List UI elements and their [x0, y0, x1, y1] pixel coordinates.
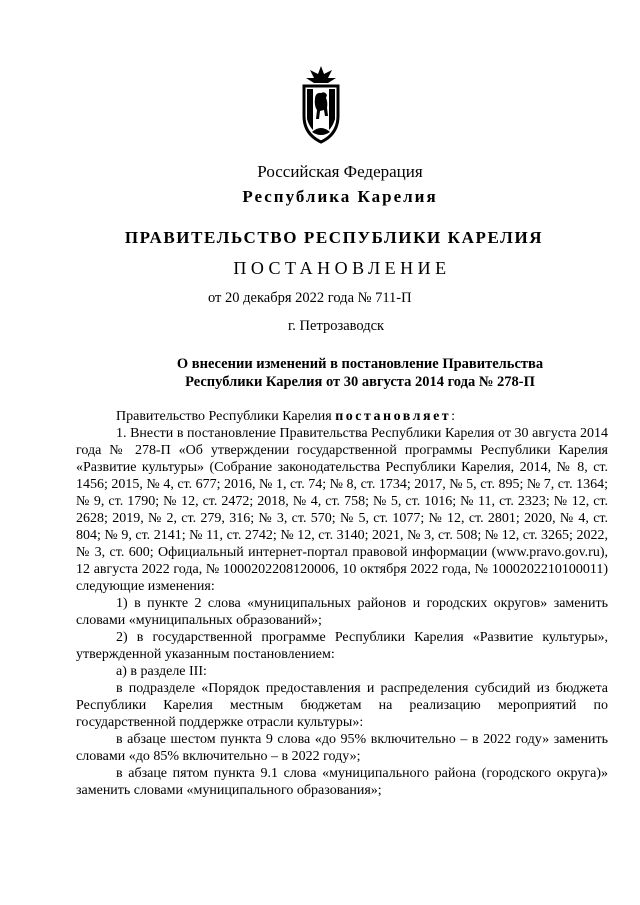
intro-suffix: : [451, 409, 456, 424]
government-title: ПРАВИТЕЛЬСТВО РЕСПУБЛИКИ КАРЕЛИЯ [124, 228, 544, 247]
document-body [76, 408, 608, 799]
intro-spaced-verb: постановляет [335, 409, 452, 424]
intro-paragraph [76, 408, 608, 425]
body-paragraph: 1) в пункте 2 слова «муниципальных районов и городских округов» заменить словами «муниципальных образований»; [76, 596, 608, 628]
decree-date-number: от 20 декабря 2022 года № 711-П [208, 290, 412, 306]
document-title [120, 355, 600, 391]
body-paragraph: в подразделе «Порядок предоставления и распределения субсидий из бюджета Республики Карелия местным бюджетам на реализацию мероприятий по государственной поддержке отрасли культуры»: [76, 681, 608, 730]
decree-type: ПОСТАНОВЛЕНИЕ [233, 258, 451, 278]
federation-label: Российская Федерация [257, 162, 423, 181]
document-title-line: Республики Карелия от 30 августа 2014 года № 278-П [185, 374, 535, 390]
body-paragraph: 1. Внести в постановление Правительства Республики Карелия от 30 августа 2014 года № 278-П «Об утверждении государственной программы Республики Карелия «Развитие культуры» (Собрание законодательства Республики Карелия, 2014, № 8, ст. 1456; 2015, № 4, ст. 677; 2016, № 1, ст. 74; № 8, ст. 1734; 2017, № 5, ст. 895; № 7, ст. 1364; № 9, ст. 1790; № 12, ст. 2472; 2018, № 4, ст. 758; № 5, ст. 1016; № 11, ст. 2323; № 12, ст. 2628; 2019, № 2, ст. 279, 316; № 3, ст. 570; № 5, ст. 1077; № 12, ст. 2801; 2020, № 4, ст. 804; № 9, ст. 2141; № 11, ст. 2742; № 12, ст. 3140; 2021, № 3, ст. 508; № 12, ст. 3265; 2022, № 3, ст. 600; Официальный интернет-портал правовой информации (www.pravo.gov.ru), 12 августа 2022 года, № 1000202208120006, 10 октября 2022 года, № 1000202210100011) следующие изменения: [76, 426, 608, 594]
body-paragraph: а) в разделе III: [116, 664, 207, 679]
city-label: г. Петрозаводск [288, 318, 385, 334]
body-paragraph: в абзаце пятом пункта 9.1 слова «муниципального района (городского округа)» заменить словами «муниципального образования»; [76, 766, 608, 798]
republic-label: Республика Карелия [242, 187, 438, 206]
document-title-line: О внесении изменений в постановление Правительства [176, 356, 544, 372]
body-paragraph: 2) в государственной программе Республики Карелия «Развитие культуры», утвержденной указанным постановлением: [76, 630, 608, 662]
karelia-coat-of-arms-icon [300, 64, 342, 144]
intro-prefix: Правительство Республики Карелия [116, 409, 336, 424]
body-paragraph: в абзаце шестом пункта 9 слова «до 95% включительно – в 2022 году» заменить словами «до 85% включительно – в 2022 году»; [76, 732, 608, 764]
